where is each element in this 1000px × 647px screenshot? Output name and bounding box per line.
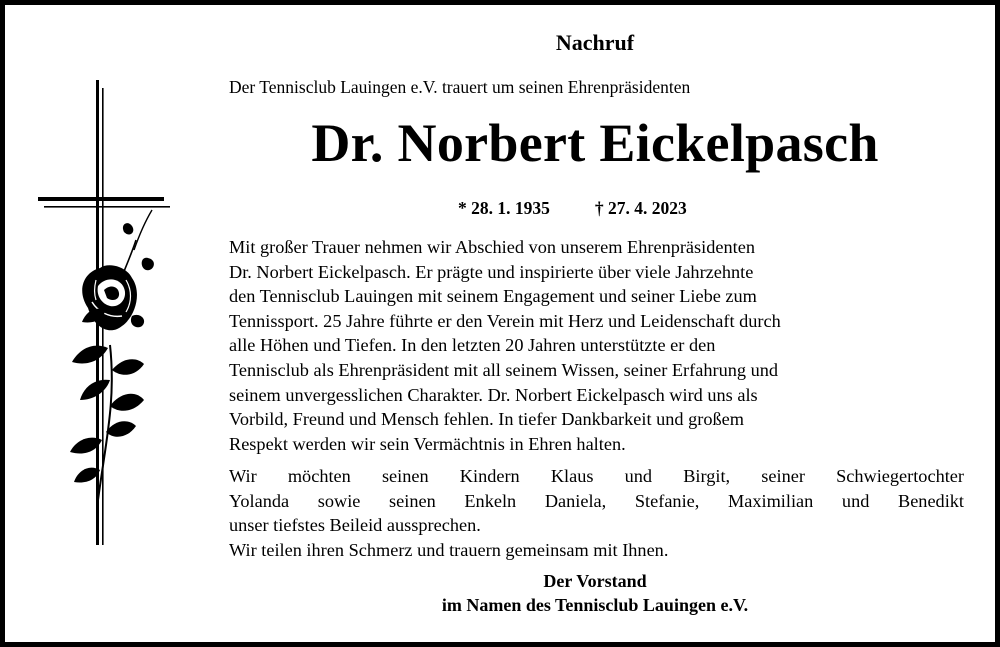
tribute-line: alle Höhen und Tiefen. In den letzten 20 Jahren unterstützte er den (229, 335, 716, 356)
condolence-line: unser tiefstes Beileid aussprechen. (229, 515, 481, 536)
tribute-line: seinem unvergesslichen Charakter. Dr. Norbert Eickelpasch wird uns als (229, 384, 758, 405)
condolence-line: Wir teilen ihren Schmerz und trauern gemeinsam mit Ihnen. (229, 539, 669, 560)
tribute-line: Vorbild, Freund und Mensch fehlen. In tiefer Dankbarkeit und großem (229, 409, 744, 430)
signature-club: im Namen des Tennisclub Lauingen e.V. (441, 595, 749, 615)
tribute-paragraph (229, 235, 967, 456)
tribute-line: Tennissport. 25 Jahre führte er den Verein mit Herz und Leidenschaft durch (229, 310, 781, 331)
condolence-line: Wir möchten seinen Kindern Klaus und Birgit, seiner Schwiegertochter (229, 466, 964, 486)
birth-date: * 28. 1. 1935 (458, 198, 550, 218)
death-date: † 27. 4. 2023 (594, 198, 687, 218)
tribute-line: den Tennisclub Lauingen mit seinem Engagement und seiner Liebe zum (229, 286, 757, 307)
condolence-line: Yolanda sowie seinen Enkeln Daniela, Stefanie, Maximilian und Benedikt (229, 490, 964, 511)
tribute-line: Respekt werden wir sein Vermächtnis in Ehren halten. (229, 433, 626, 454)
condolence-paragraph (229, 464, 967, 562)
signature-board: Der Vorstand (543, 571, 647, 591)
tribute-line: Mit großer Trauer nehmen wir Abschied von unserem Ehrenpräsidenten (229, 237, 755, 257)
notice-heading: Nachruf (555, 30, 635, 55)
tribute-line: Dr. Norbert Eickelpasch. Er prägte und inspirierte über viele Jahrzehnte (229, 261, 754, 282)
life-dates (458, 198, 687, 219)
tribute-line: Tennisclub als Ehrenpräsident mit all seinem Wissen, seiner Erfahrung und (229, 359, 778, 380)
deceased-name: Dr. Norbert Eickelpasch (311, 113, 879, 173)
intro-line: Der Tennisclub Lauingen e.V. trauert um seinen Ehrenpräsidenten (229, 77, 691, 97)
